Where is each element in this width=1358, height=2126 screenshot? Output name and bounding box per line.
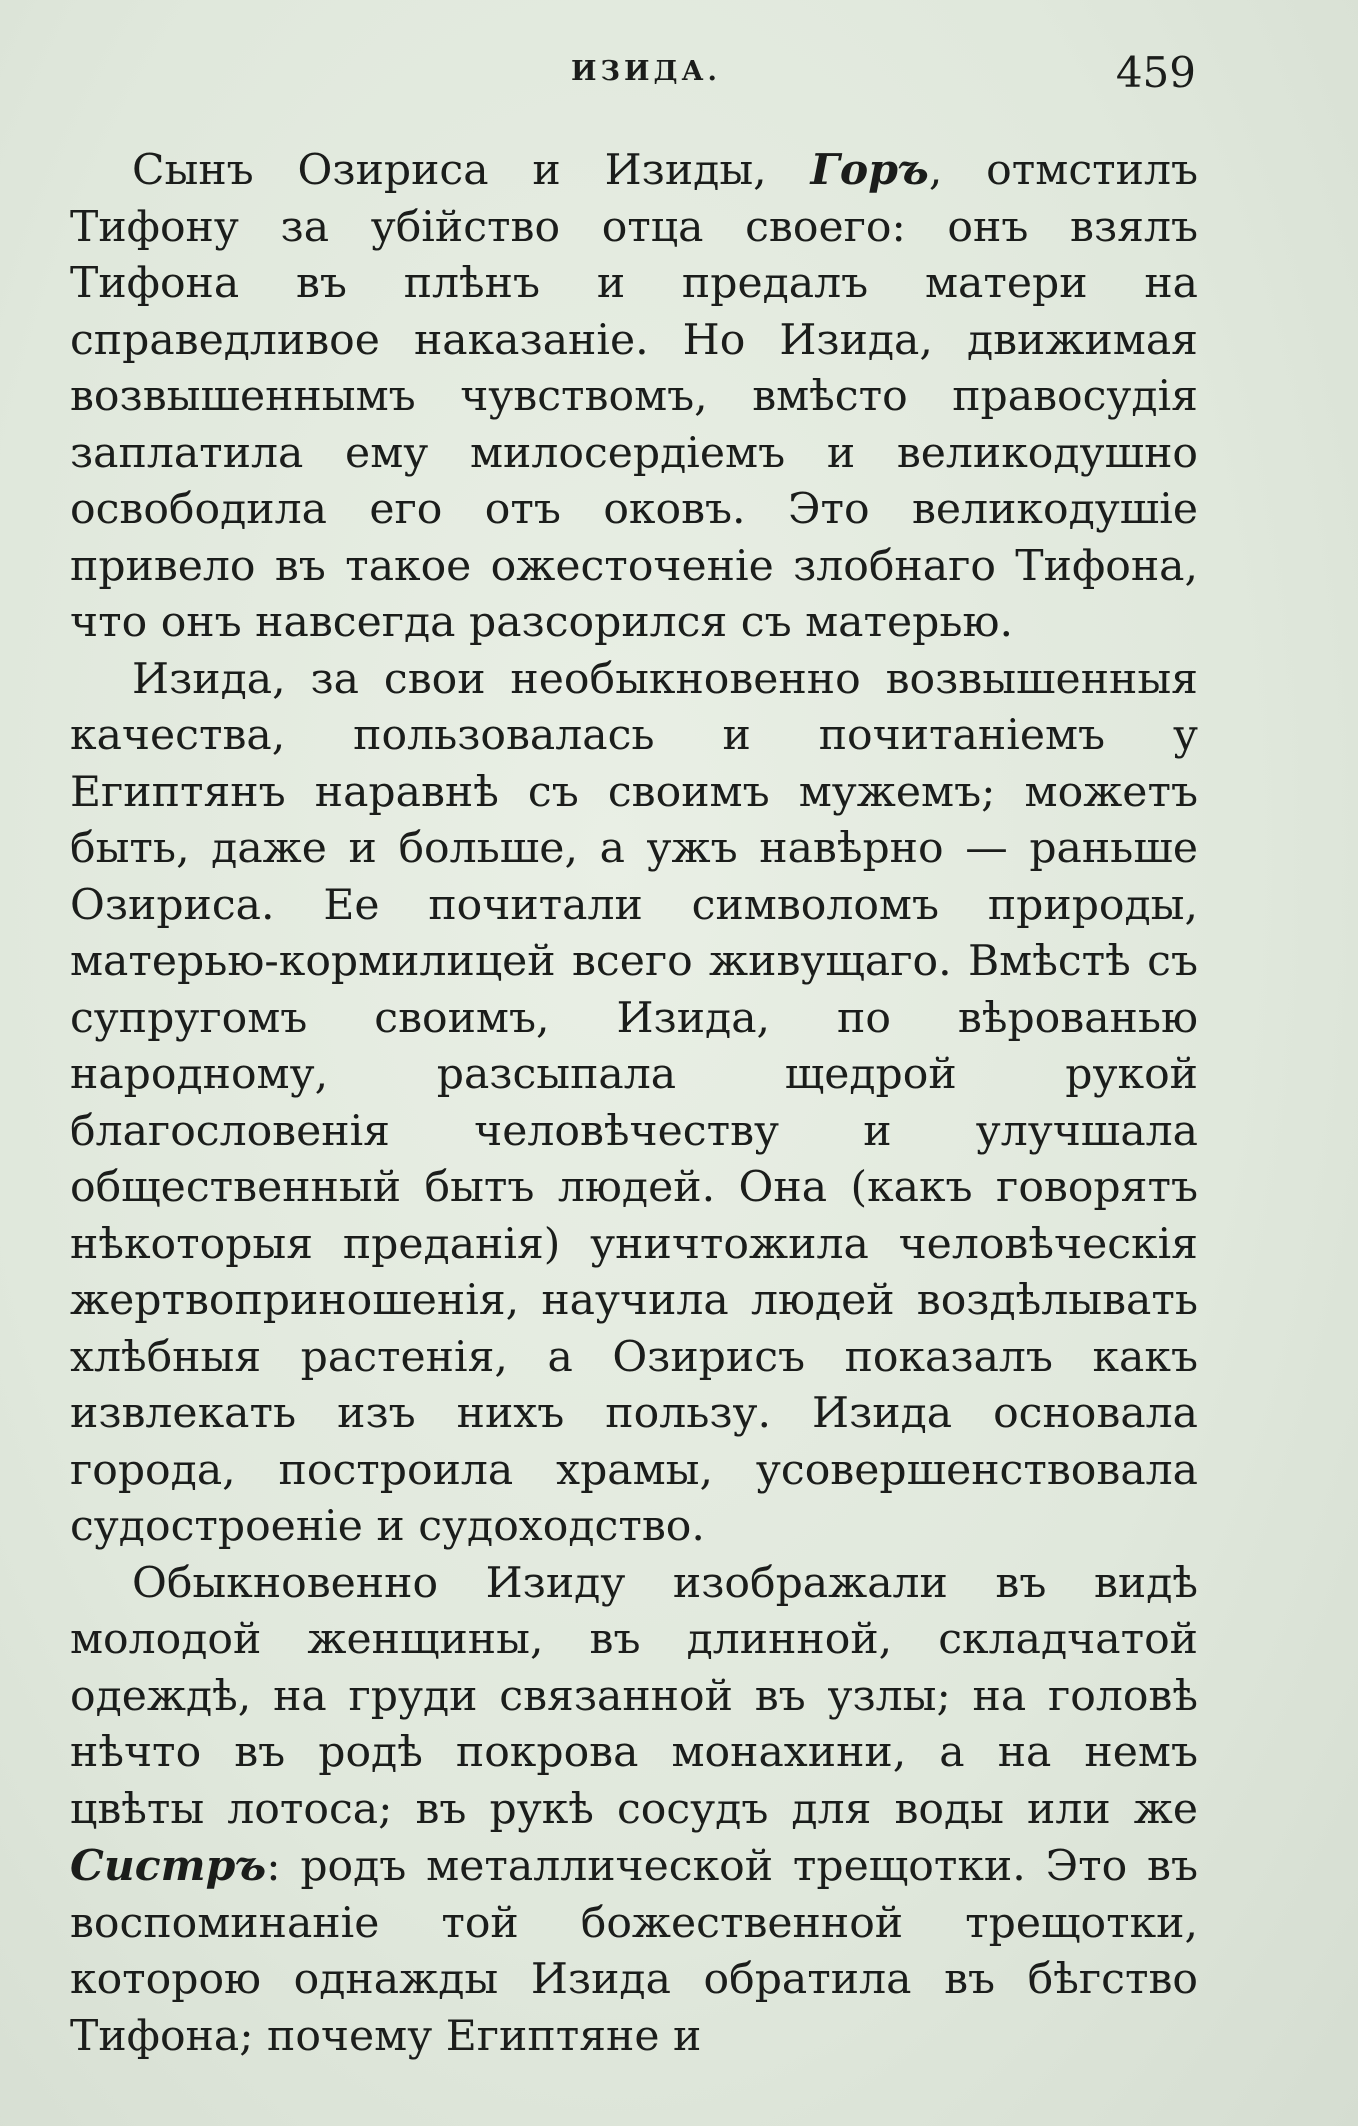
- paragraph-1-text-b: , отмстилъ Тифону за убійство отца своего: онъ взялъ Тифона въ плѣнъ и предалъ матери на справедливое наказаніе. Но Изида, движимая возвышеннымъ чувствомъ, вмѣсто правосудія заплатила ему милосердіемъ и великодушно освободила его отъ оковъ. Это великодушіе привело въ такое ожесточеніе злобнаго Тифона, что онъ навсегда разсорился съ матерью.: [70, 146, 1198, 647]
- paragraph-3: [70, 1556, 1198, 2066]
- paragraph-2: [70, 652, 1198, 1556]
- paragraph-3-text-b: : родъ металлической трещотки. Это въ воспоминаніе той божественной трещотки, которою однажды Изида обратила въ бѣгство Тифона; почему Египтяне и: [70, 1842, 1198, 2061]
- term-sistr: Систръ: [70, 1841, 267, 1891]
- body-text: [70, 142, 1198, 2065]
- name-gor: Горъ: [810, 145, 929, 195]
- page-number: 459: [1115, 48, 1196, 97]
- paragraph-1: [70, 142, 1198, 652]
- running-head: ИЗИДА.: [571, 56, 721, 87]
- paragraph-2-text: Изида, за свои необыкновенно возвышенныя качества, пользовалась и почитаніемъ у Египтянъ наравнѣ съ своимъ мужемъ; можетъ быть, даже и больше, а ужъ навѣрно — раньше Озириса. Ее почитали символомъ природы, матерью-кормилицей всего живущаго. Вмѣстѣ съ супругомъ своимъ, Изида, по вѣрованью народному, разсыпала щедрой рукой благословенія человѣчеству и улучшала общественный бытъ людей. Она (какъ говорятъ нѣкоторыя преданія) уничтожила человѣческія жертвоприношенія, научила людей воздѣлывать хлѣбныя растенія, а Озирисъ показалъ какъ извлекать изъ нихъ пользу. Изида основала города, построила храмы, усовершенствовала судостроеніе и судоходство.: [70, 654, 1198, 1551]
- paragraph-1-text-a: Сынъ Озириса и Изиды,: [132, 146, 811, 195]
- page-header: [0, 50, 1358, 100]
- paragraph-3-text-a: Обыкновенно Изиду изображали въ видѣ молодой женщины, въ длинной, складчатой одеждѣ, на груди связанной въ узлы; на головѣ нѣчто въ родѣ покрова монахини, а на немъ цвѣты лотоса; въ рукѣ сосудъ для воды или же: [70, 1558, 1198, 1834]
